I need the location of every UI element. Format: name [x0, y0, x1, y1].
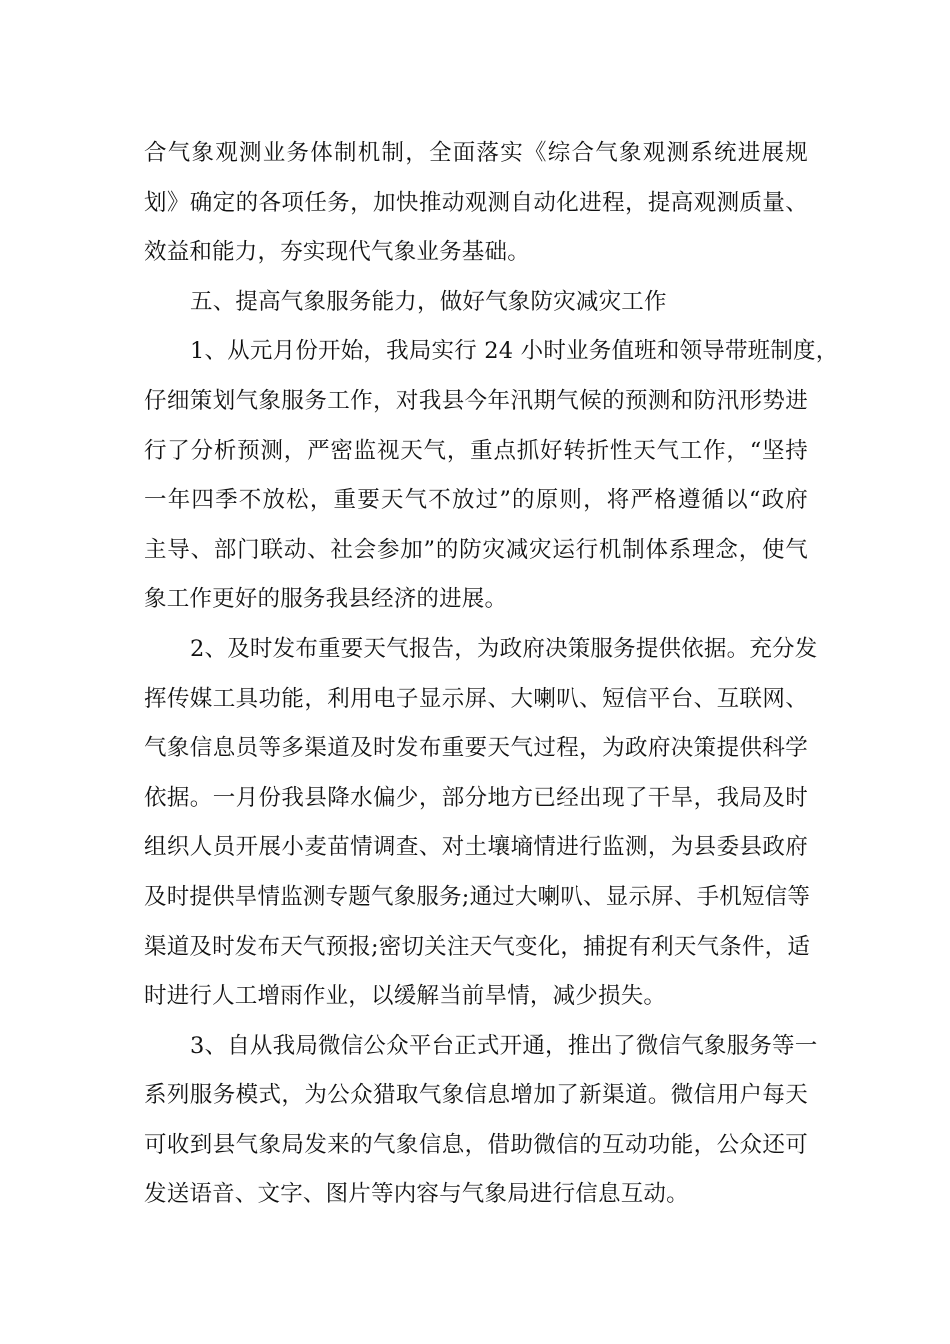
text-line: 依据。一月份我县降水偏少，部分地方已经出现了干旱，我局及时	[144, 784, 808, 811]
text-line: 合气象观测业务体制机制，全面落实《综合气象观测系统进展规	[144, 140, 808, 166]
text-line: 主导、部门联动、社会参加”的防灾减灾运行机制体系理念，使气	[144, 536, 808, 563]
text-line: 象工作更好的服务我县经济的进展。	[144, 586, 508, 613]
text-line: 气象信息员等多渠道及时发布重要天气过程，为政府决策提供科学	[144, 735, 808, 762]
text-line: 发送语音、文字、图片等内容与气象局进行信息互动。	[144, 1181, 689, 1208]
text-line: 系列服务模式，为公众猎取气象信息增加了新渠道。微信用户每天	[144, 1082, 808, 1109]
text-line: 一年四季不放松，重要天气不放过”的原则，将严格遵循以“政府	[144, 487, 808, 514]
text-line: 组织人员开展小麦苗情调查、对土壤墒情进行监测，为县委县政府	[144, 834, 808, 861]
text-line: 五、提高气象服务能力，做好气象防灾减灾工作	[190, 288, 667, 315]
text-line: 效益和能力，夯实现代气象业务基础。	[144, 239, 530, 266]
text-line: 仔细策划气象服务工作，对我县今年汛期气候的预测和防汛形势进	[144, 387, 808, 414]
text-line: 可收到县气象局发来的气象信息，借助微信的互动功能，公众还可	[144, 1131, 808, 1158]
document-body	[144, 129, 839, 1220]
text-line: 挥传媒工具功能，利用电子显示屏、大喇叭、短信平台、互联网、	[144, 685, 808, 712]
text-line: 划》确定的各项任务，加快推动观测自动化进程，提高观测质量、	[144, 189, 808, 216]
text-line: 渠道及时发布天气预报;密切关注天气变化，捕捉有利天气条件，适	[144, 933, 811, 960]
text-line: 行了分析预测，严密监视天气，重点抓好转折性天气工作，“坚持	[144, 437, 808, 464]
text-line: 时进行人工增雨作业，以缓解当前旱情，减少损失。	[144, 983, 667, 1010]
text-line: 3、自从我局微信公众平台正式开通，推出了微信气象服务等一	[190, 1032, 818, 1059]
text-line: 1、从元月份开始，我局实行 24 小时业务值班和领导带班制度，	[190, 338, 839, 365]
text-line: 2、及时发布重要天气报告，为政府决策服务提供依据。充分发	[190, 635, 818, 662]
text-line: 及时提供旱情监测专题气象服务;通过大喇叭、显示屏、手机短信等	[144, 883, 811, 910]
